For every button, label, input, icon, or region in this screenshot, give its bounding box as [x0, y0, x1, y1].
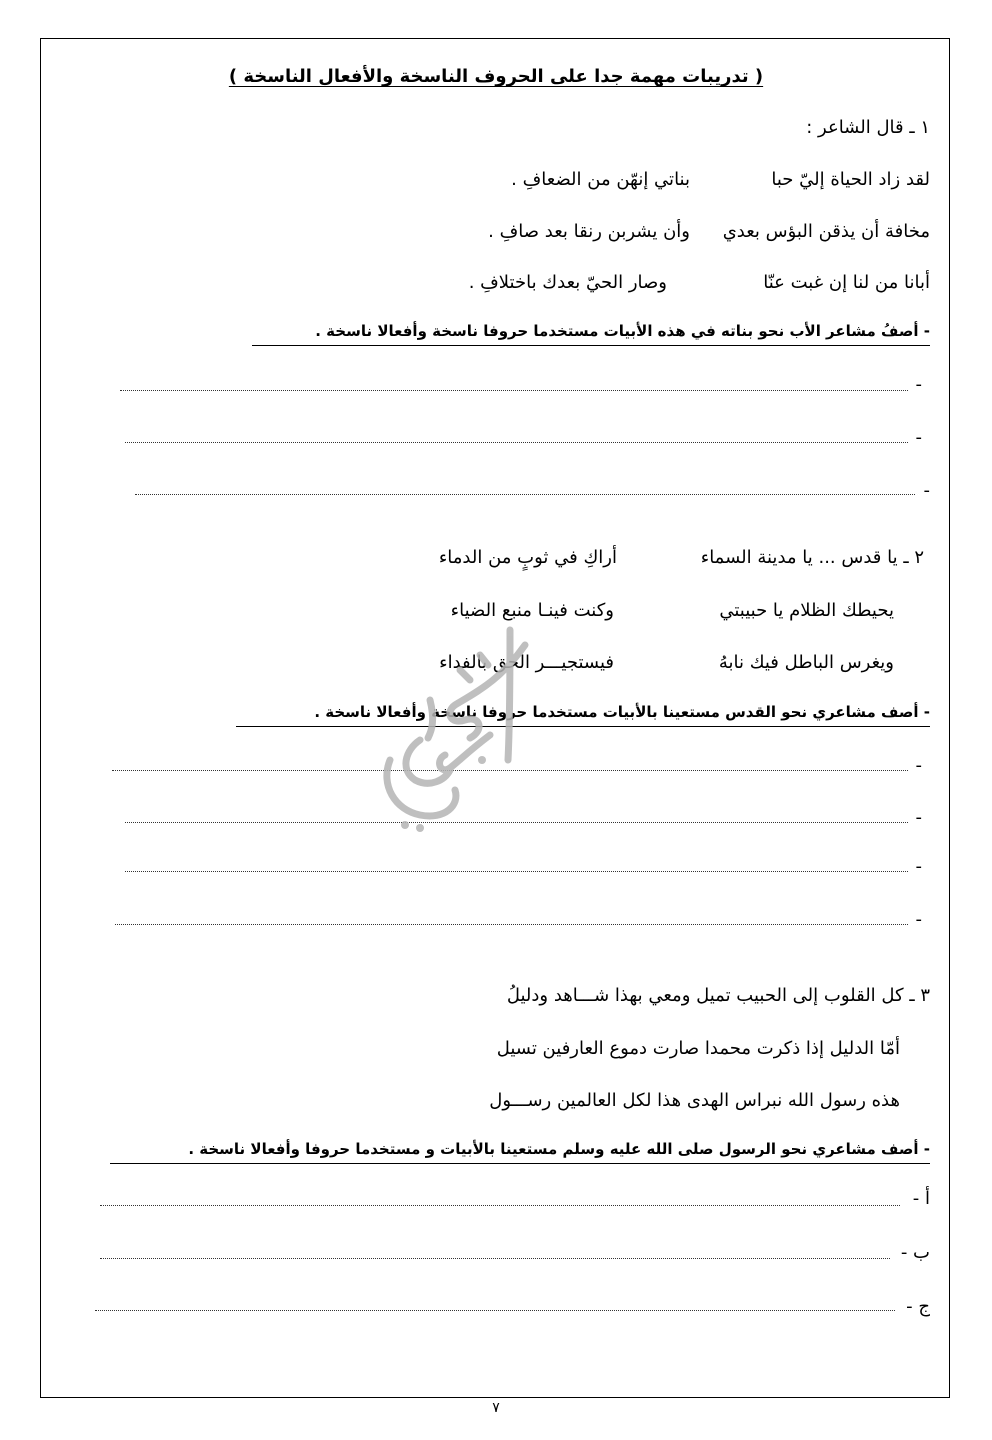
q1-answer-bullet-2: - [915, 427, 922, 448]
q1-answer-bullet-3: - [923, 480, 930, 501]
q3-answer-line-a[interactable] [100, 1205, 900, 1206]
q2-answer-line-3[interactable] [125, 871, 908, 872]
watermark-signature [360, 610, 560, 840]
q3-answer-line-b[interactable] [100, 1258, 890, 1259]
q1-instruction: - أصفُ مشاعر الأب نحو بناته في هذه الأبيات مستخدما حروفا ناسخة وأفعالا ناسخة . [252, 324, 930, 346]
q2-verse-2-left: وكنت فينـا منبع الضياء [450, 600, 614, 621]
q3-instruction: - أصف مشاعري نحو الرسول صلى الله عليه وسلم مستعينا بالأبيات و مستخدما حروفا وأفعالا ناسخة . [110, 1142, 930, 1164]
q1-verse-2-left: وأن يشربن رنقا بعد صافِ . [488, 221, 690, 242]
q2-answer-bullet-1: - [915, 755, 922, 776]
q1-answer-line-3[interactable] [135, 494, 915, 495]
q1-verse-3-left: وصار الحيّ بعدك باختلافِ . [468, 272, 667, 293]
q1-verse-3-right: أبانا من لنا إن غبت عنّا [763, 272, 930, 293]
q3-answer-label-a: أ - [912, 1188, 930, 1209]
q1-answer-line-1[interactable] [120, 390, 908, 391]
q3-verse-3: هذه رسول الله نبراس الهدى هذا لكل العالمين رســـول [489, 1090, 900, 1111]
q3-answer-label-b: ب - [900, 1242, 930, 1263]
q1-verse-2-right: مخافة أن يذقن البؤس بعدي [722, 221, 930, 242]
q3-verse-1: ٣ ـ كل القلوب إلى الحبيب تميل ومعي بهذا شـــاهد ودليلُ [506, 985, 930, 1006]
q1-heading: ١ ـ قال الشاعر : [806, 117, 930, 138]
q2-verse-1-right: ٢ ـ يا قدس ... يا مدينة السماء [700, 547, 924, 568]
q2-verse-3-right: ويغرس الباطل فيك نابهُ [718, 652, 894, 673]
q2-verse-3-left: فيستجيـــر الحق بالفداء [439, 652, 614, 673]
q3-answer-label-c: ج - [906, 1296, 930, 1317]
q2-answer-bullet-3: - [915, 856, 922, 877]
q2-verse-1-left: أراكِ في ثوبٍ من الدماء [438, 547, 617, 568]
q2-answer-bullet-4: - [915, 909, 922, 930]
q3-verse-2: أمّا الدليل إذا ذكرت محمدا صارت دموع العارفين تسيل [496, 1038, 900, 1059]
q1-answer-line-2[interactable] [125, 442, 908, 443]
q3-answer-line-c[interactable] [95, 1310, 895, 1311]
q1-answer-bullet-1: - [915, 374, 922, 395]
q2-answer-bullet-2: - [915, 807, 922, 828]
q2-answer-line-4[interactable] [115, 924, 908, 925]
page-number: ٧ [492, 1400, 500, 1416]
q1-verse-1-right: لقد زاد الحياة إليّ حبا [771, 169, 930, 190]
q2-verse-2-right: يحيطك الظلام يا حبيبتي [719, 600, 894, 621]
page-title: ( تدريبات مهمة جدا على الحروف الناسخة والأفعال الناسخة ) [228, 66, 764, 87]
q2-instruction: - أصف مشاعري نحو القدس مستعينا بالأبيات مستخدما حروفا ناسخة وأفعالا ناسخة . [236, 705, 930, 727]
q1-verse-1-left: بناتي إنهّن من الضعافِ . [511, 169, 690, 190]
